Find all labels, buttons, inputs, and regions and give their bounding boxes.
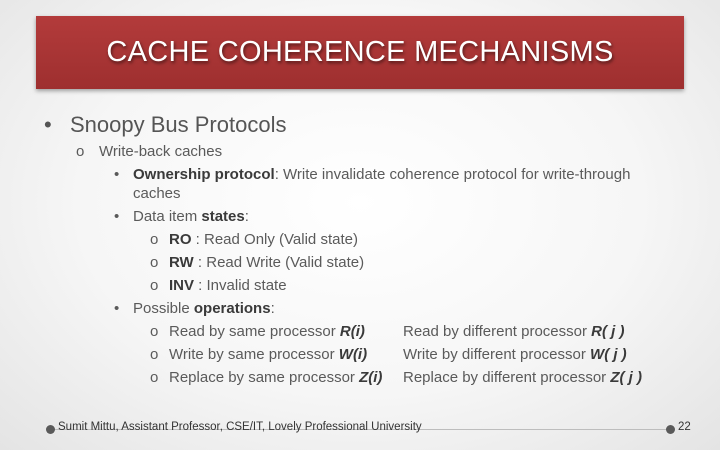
bullet-icon: •	[114, 300, 120, 317]
state-code: RW	[169, 254, 194, 271]
states-prefix: Data item	[133, 208, 202, 225]
operation-read-same	[150, 323, 365, 341]
circle-bullet-icon: o	[150, 277, 159, 294]
states-item	[114, 208, 249, 226]
page-number: 22	[678, 421, 691, 433]
heading-text: Snoopy Bus Protocols	[70, 112, 287, 137]
sub-text: Write-back caches	[99, 143, 223, 160]
sub-bullet-write-back	[76, 143, 222, 161]
operation-same-text: Replace by same processor	[169, 369, 360, 386]
bullet-icon: •	[114, 208, 120, 225]
state-inv	[150, 277, 287, 295]
operation-diff-code: W( j )	[590, 346, 627, 363]
footer	[0, 418, 720, 440]
operations-label: operations	[193, 300, 271, 317]
state-code: INV	[169, 277, 195, 294]
circle-bullet-icon: o	[150, 323, 159, 340]
operation-diff-code: Z( j )	[610, 369, 642, 386]
circle-bullet-icon: o	[150, 231, 159, 248]
operation-replace-different	[403, 369, 642, 387]
state-code: RO	[169, 231, 192, 248]
operation-diff-code: R( j )	[591, 323, 625, 340]
slide-title: CACHE COHERENCE MECHANISMS	[106, 36, 614, 68]
circle-bullet-icon: o	[150, 369, 159, 386]
bullet-icon: •	[114, 166, 120, 183]
ownership-continuation: caches	[133, 185, 181, 202]
bullet-icon: •	[44, 112, 52, 137]
state-rw	[150, 254, 364, 272]
heading-bullet-item	[44, 112, 286, 138]
state-ro	[150, 231, 358, 249]
operation-diff-text: Replace by different processor	[403, 369, 611, 386]
footer-left-dot-icon	[46, 425, 55, 434]
state-desc: : Invalid state	[194, 277, 287, 294]
footer-author: Sumit Mittu, Assistant Professor, CSE/IT, Lovely Professional University	[58, 421, 422, 433]
ownership-desc: : Write invalidate coherence protocol for write-through	[274, 166, 631, 183]
operation-same-text: Write by same processor	[169, 346, 339, 363]
operations-prefix: Possible	[133, 300, 194, 317]
title-banner	[36, 16, 684, 89]
states-label: states	[201, 208, 245, 225]
operations-item	[114, 300, 275, 318]
operation-diff-text: Read by different processor	[403, 323, 592, 340]
states-suffix: :	[244, 208, 249, 225]
operation-write-same	[150, 346, 367, 364]
operation-replace-same	[150, 369, 382, 387]
operation-same-code: R(i)	[339, 323, 365, 340]
operations-suffix: :	[270, 300, 275, 317]
circle-bullet-icon: o	[150, 346, 159, 363]
operation-same-code: Z(i)	[359, 369, 383, 386]
state-desc: : Read Only (Valid state)	[191, 231, 358, 248]
footer-right-dot-icon	[666, 425, 675, 434]
operation-same-text: Read by same processor	[169, 323, 340, 340]
operation-write-different	[403, 346, 627, 364]
circle-bullet-icon: o	[150, 254, 159, 271]
operation-diff-text: Write by different processor	[403, 346, 591, 363]
state-desc: : Read Write (Valid state)	[193, 254, 365, 271]
ownership-label: Ownership protocol	[133, 166, 275, 183]
operation-same-code: W(i)	[338, 346, 368, 363]
operation-read-different	[403, 323, 625, 341]
circle-bullet-icon: o	[76, 143, 85, 160]
ownership-item	[114, 166, 630, 184]
